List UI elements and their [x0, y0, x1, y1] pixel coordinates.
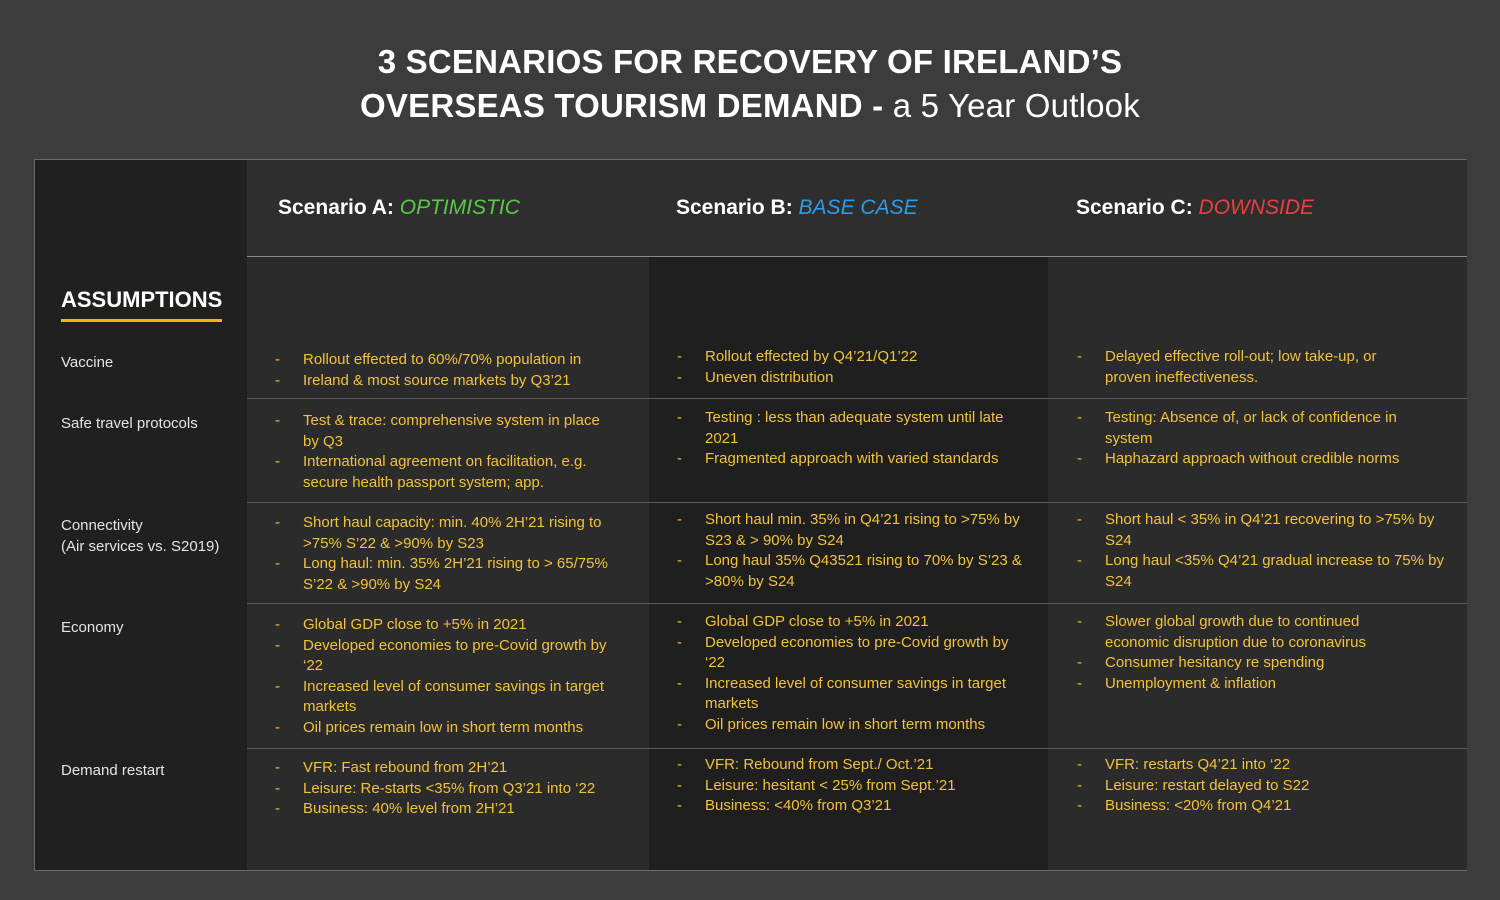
scenario-b-prefix: Scenario B:: [676, 196, 793, 219]
list-item: - Testing : less than adequate system until late 2021: [677, 408, 1027, 449]
list-item: - Rollout effected by Q4’21/Q1’22: [677, 347, 1027, 368]
list-item: - Global GDP close to +5% in 2021: [275, 615, 630, 636]
list-item: - Consumer hesitancy re spending: [1077, 653, 1427, 674]
list-item: - International agreement on facilitation, e.g. secure health passport system; app.: [275, 452, 605, 493]
list-item: - Increased level of consumer savings in target markets: [677, 674, 1022, 715]
list-item: - Leisure: restart delayed to S22: [1077, 776, 1422, 797]
list-item: - Testing: Absence of, or lack of confidence in system: [1077, 408, 1437, 449]
list-item: - Business: 40% level from 2H’21: [275, 799, 630, 820]
row-label-connectivity: [61, 515, 219, 557]
list-item: - Developed economies to pre-Covid growth by ‘22: [275, 636, 630, 677]
row-label-safe-travel: Safe travel protocols: [61, 415, 198, 432]
list-item: - Leisure: hesitant < 25% from Sept.’21: [677, 776, 1022, 797]
list-item: - Slower global growth due to continued economic disruption due to coronavirus: [1077, 612, 1427, 653]
assumptions-heading: ASSUMPTIONS: [61, 287, 222, 322]
page-title: [0, 40, 1500, 128]
scenario-header-row: [247, 160, 1467, 257]
cell-demand-restart-a: [275, 758, 630, 820]
scenario-a-tag: OPTIMISTIC: [399, 196, 520, 219]
scenario-a-heading: [278, 196, 520, 220]
row-divider: [247, 398, 1467, 399]
list-item: - Unemployment & inflation: [1077, 674, 1427, 695]
scenario-b-tag: BASE CASE: [798, 196, 918, 219]
row-divider: [247, 603, 1467, 604]
list-item: - Oil prices remain low in short term months: [275, 718, 630, 739]
list-item: - Increased level of consumer savings in target markets: [275, 677, 630, 718]
list-item: - Long haul <35% Q4’21 gradual increase to 75% by S24: [1077, 551, 1452, 592]
list-item: - Global GDP close to +5% in 2021: [677, 612, 1022, 633]
list-item: - Test & trace: comprehensive system in place by Q3: [275, 411, 605, 452]
list-item: - Short haul < 35% in Q4’21 recovering to >75% by S24: [1077, 510, 1452, 551]
cell-demand-restart-b: [677, 755, 1022, 817]
list-item: - Business: <40% from Q3’21: [677, 796, 1022, 817]
cell-vaccine-a: [275, 350, 625, 391]
list-item: - Haphazard approach without credible norms: [1077, 449, 1437, 470]
list-item: - Long haul: min. 35% 2H’21 rising to > 65/75% S’22 & >90% by S24: [275, 554, 615, 595]
row-divider: [247, 748, 1467, 749]
cell-demand-restart-c: [1077, 755, 1422, 817]
cell-connectivity-c: [1077, 510, 1452, 592]
scenario-c-heading: [1076, 196, 1314, 220]
list-item: - VFR: Rebound from Sept./ Oct.’21: [677, 755, 1022, 776]
cell-safe-travel-a: [275, 411, 605, 493]
list-item: - Uneven distribution: [677, 368, 1027, 389]
scenario-b-heading: [676, 196, 918, 220]
title-line-1: 3 SCENARIOS FOR RECOVERY OF IRELAND’S: [377, 43, 1123, 80]
scenario-a-prefix: Scenario A:: [278, 196, 394, 219]
row-label-demand-restart: Demand restart: [61, 762, 165, 779]
list-item: - Delayed effective roll-out; low take-up, or proven ineffectiveness.: [1077, 347, 1417, 388]
title-line-2: [0, 84, 1500, 128]
row-label-economy: Economy: [61, 619, 124, 636]
row-divider: [247, 502, 1467, 503]
scenario-c-prefix: Scenario C:: [1076, 196, 1193, 219]
cell-economy-c: [1077, 612, 1427, 694]
title-line-2-bold: OVERSEAS TOURISM DEMAND -: [360, 87, 884, 124]
list-item: - Oil prices remain low in short term months: [677, 715, 1022, 736]
list-item: - Rollout effected to 60%/70% population in: [275, 350, 625, 371]
row-label-vaccine: Vaccine: [61, 354, 114, 371]
scenario-table: [34, 159, 1467, 871]
list-item: - Short haul min. 35% in Q4’21 rising to >75% by S23 & > 90% by S24: [677, 510, 1032, 551]
title-line-2-subtitle: a 5 Year Outlook: [892, 87, 1140, 124]
list-item: - Business: <20% from Q4’21: [1077, 796, 1422, 817]
list-item: - VFR: restarts Q4’21 into ‘22: [1077, 755, 1422, 776]
row-label-connectivity-main: Connectivity: [61, 517, 143, 534]
list-item: - Developed economies to pre-Covid growth by ‘22: [677, 633, 1022, 674]
cell-safe-travel-b: [677, 408, 1027, 470]
cell-economy-a: [275, 615, 630, 738]
cell-connectivity-b: [677, 510, 1032, 592]
list-item: - Long haul 35% Q43521 rising to 70% by S’23 & >80% by S24: [677, 551, 1032, 592]
list-item: - VFR: Fast rebound from 2H’21: [275, 758, 630, 779]
row-label-connectivity-sub: (Air services vs. S2019): [61, 538, 220, 555]
cell-connectivity-a: [275, 513, 615, 595]
cell-vaccine-b: [677, 347, 1027, 388]
cell-economy-b: [677, 612, 1022, 735]
list-item: - Leisure: Re-starts <35% from Q3’21 into ‘22: [275, 779, 630, 800]
cell-safe-travel-c: [1077, 408, 1437, 470]
list-item: - Ireland & most source markets by Q3’21: [275, 371, 625, 392]
list-item: - Short haul capacity: min. 40% 2H’21 rising to >75% S’22 & >90% by S23: [275, 513, 615, 554]
list-item: - Fragmented approach with varied standards: [677, 449, 1027, 470]
scenario-c-tag: DOWNSIDE: [1198, 196, 1315, 219]
cell-vaccine-c: [1077, 347, 1417, 388]
